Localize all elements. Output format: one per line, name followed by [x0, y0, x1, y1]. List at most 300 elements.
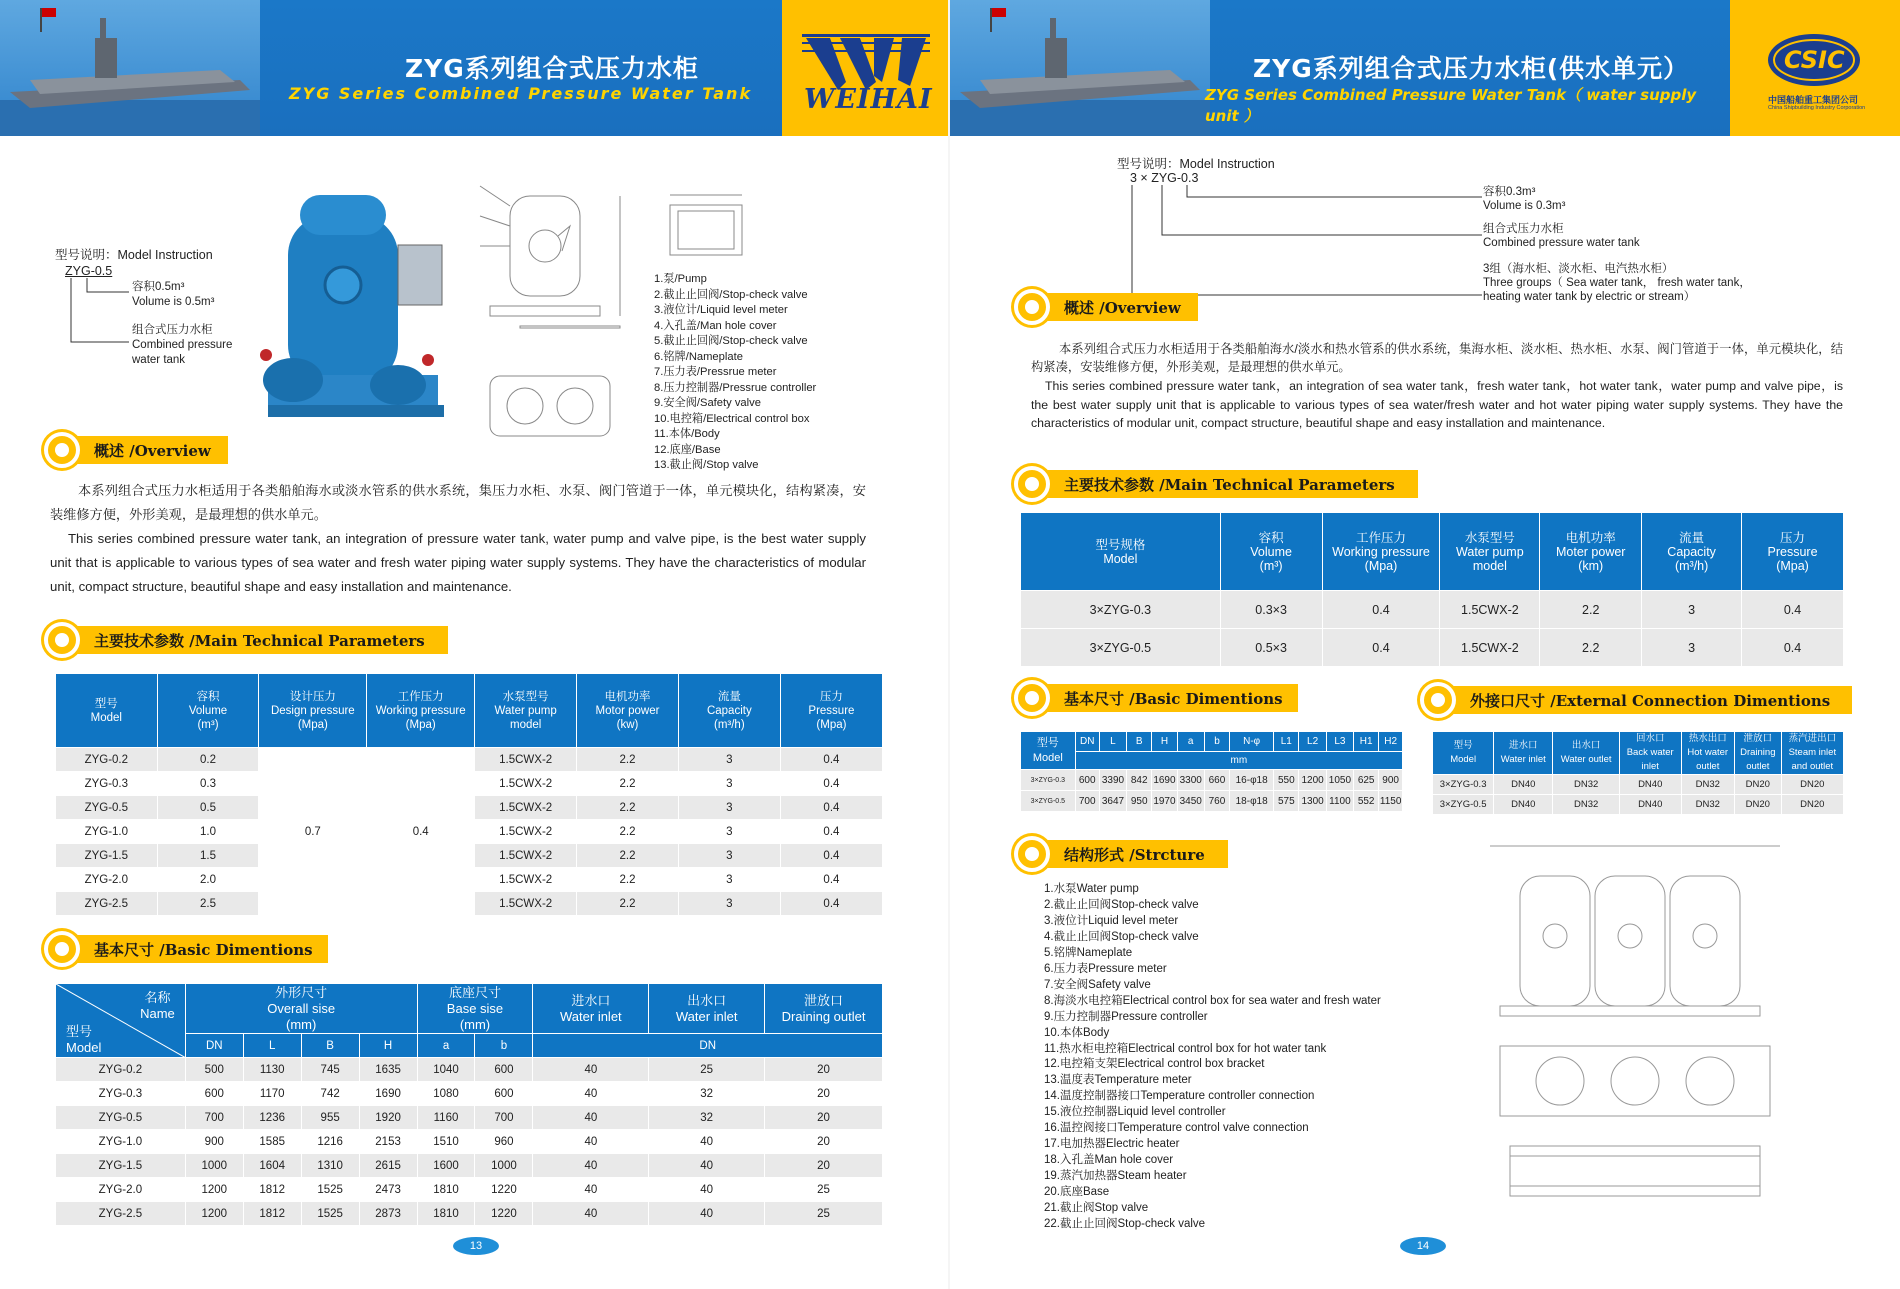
column-header	[1619, 732, 1681, 775]
table-cell: 40	[533, 1106, 649, 1130]
column-header: L1	[1274, 732, 1299, 752]
table-cell: 2.2	[577, 844, 679, 868]
header-line: Water pump	[1456, 544, 1524, 559]
header-line: Water outlet	[1560, 754, 1612, 765]
table-cell: 1216	[301, 1130, 359, 1154]
header-line: model	[1472, 558, 1507, 573]
table-cell: ZYG-0.5	[56, 1106, 186, 1130]
column-header	[1553, 732, 1620, 775]
left-banner	[0, 0, 782, 136]
table-cell: ZYG-2.5	[56, 1202, 186, 1226]
table-cell: 3×ZYG-0.5	[1021, 791, 1076, 812]
type-cn: 组合式压力水柜	[1483, 223, 1564, 235]
table-cell: 40	[533, 1058, 649, 1082]
header-line: Water pump	[494, 704, 557, 717]
table-cell: 40	[533, 1154, 649, 1178]
table-cell: 0.4	[1742, 629, 1844, 667]
section-title: 主要技术参数 /Main Technical Parameters	[94, 631, 425, 650]
table-cell: DN32	[1553, 795, 1620, 815]
table-cell: 0.4	[780, 868, 882, 892]
csic-name-en: China Shipbuilding Industry Corporation	[1768, 105, 1866, 111]
table-cell: 1604	[243, 1154, 301, 1178]
type-en-2: water tank	[132, 354, 186, 366]
table-row	[56, 1106, 883, 1130]
name-model-header	[56, 984, 186, 1058]
column-header: N-φ	[1230, 732, 1274, 752]
section-title: 概述 /Overview	[94, 441, 211, 460]
header-line: 回水口	[1635, 733, 1665, 744]
model-cn: 型号	[66, 1024, 93, 1039]
table-cell: 0.3	[157, 772, 259, 796]
structure-item: 10.本体Body	[1044, 1026, 1110, 1039]
column-header: H1	[1354, 732, 1379, 752]
part-item: 13.截止阀/Stop valve	[654, 459, 759, 471]
column-header	[1540, 513, 1642, 591]
type-en-1: Combined pressure	[132, 339, 233, 351]
table-cell: 700	[1075, 791, 1099, 812]
table-cell: 16-φ18	[1230, 770, 1274, 791]
table-cell: 1000	[475, 1154, 533, 1178]
structure-item: 18.入孔盖Man hole cover	[1044, 1154, 1174, 1167]
structure-item: 15.液位控制器Liquid level controller	[1044, 1106, 1226, 1119]
table-cell: 1160	[417, 1106, 475, 1130]
section-title: 外接口尺寸 /External Connection Dimentions	[1470, 691, 1831, 710]
header-line: 电机功率	[604, 690, 651, 703]
table-cell: 3×ZYG-0.5	[1021, 629, 1221, 667]
sub-b2: b	[475, 1034, 533, 1058]
header-line: inlet	[1641, 761, 1659, 772]
header-line: Motor power	[595, 704, 660, 717]
table-cell: 1.5CWX-2	[475, 796, 577, 820]
table-cell: 745	[301, 1058, 359, 1082]
table-cell: 552	[1354, 791, 1379, 812]
part-item: 4.入孔盖/Man hole cover	[654, 319, 777, 332]
table-cell: 0.4	[780, 796, 882, 820]
header-line: (Mpa)	[1364, 558, 1398, 573]
table-cell: 0.5	[157, 796, 259, 820]
table-cell: 3450	[1177, 791, 1204, 812]
table-cell: ZYG-1.0	[56, 1130, 186, 1154]
table-row	[1021, 591, 1844, 629]
table-cell: 1810	[417, 1178, 475, 1202]
part-item: 7.压力表/Pressrue meter	[654, 366, 777, 378]
table-cell: 1.5CWX-2	[1440, 591, 1540, 629]
inlet-header	[533, 984, 649, 1034]
header-line: (Mpa)	[816, 718, 847, 731]
header-line: 电机功率	[1565, 530, 1616, 545]
weihai-logo	[782, 0, 950, 136]
h-en: Draining outlet	[781, 1008, 866, 1024]
table-cell: DN40	[1619, 795, 1681, 815]
header-line: Model	[1103, 551, 1138, 566]
column-header	[1734, 732, 1781, 775]
structure-item: 17.电加热器Electric heater	[1044, 1138, 1180, 1151]
part-item: 11.本体/Body	[654, 428, 720, 440]
column-header: DN	[1075, 732, 1099, 752]
table-cell: 2615	[359, 1154, 417, 1178]
table-cell: ZYG-0.3	[56, 772, 158, 796]
table-cell: 40	[649, 1154, 765, 1178]
table-cell: ZYG-2.0	[56, 868, 158, 892]
table-cell: 3	[678, 772, 780, 796]
table-cell: 1200	[185, 1178, 243, 1202]
table-row	[56, 1178, 883, 1202]
table-cell: 20	[765, 1058, 883, 1082]
table-cell: DN40	[1494, 775, 1553, 795]
column-header	[367, 674, 475, 748]
column-header	[1742, 513, 1844, 591]
table-cell: 3	[678, 844, 780, 868]
table-cell: 1220	[475, 1178, 533, 1202]
table-cell: 600	[185, 1082, 243, 1106]
ship-photo	[0, 0, 260, 136]
model-leader-lines	[1117, 185, 1487, 305]
h-unit: (mm)	[286, 1016, 317, 1032]
header-line: Design pressure	[270, 704, 355, 717]
table-cell: DN20	[1781, 795, 1843, 815]
header-line: and outlet	[1791, 761, 1834, 772]
model-leader-lines	[55, 278, 135, 348]
column-header	[56, 674, 158, 748]
table-cell: 0.4	[780, 748, 882, 772]
sub-a: a	[417, 1034, 475, 1058]
banner-subtitle: ZYG Series Combined Pressure Water Tank（ water supply unit ）	[1205, 86, 1697, 125]
structure-item: 9.压力控制器Pressure controller	[1044, 1010, 1208, 1023]
sun-bullet-icon	[44, 432, 80, 468]
h-unit: (mm)	[459, 1016, 491, 1032]
table-cell: 1920	[359, 1106, 417, 1130]
table-cell: 2153	[359, 1130, 417, 1154]
header-line: 出水口	[1571, 740, 1601, 751]
table-cell: 2.2	[577, 796, 679, 820]
structure-item: 13.温度表Temperature meter	[1044, 1074, 1192, 1087]
header-line: Volume	[1250, 544, 1292, 559]
sun-bullet-icon	[1014, 289, 1050, 325]
column-header	[1681, 732, 1734, 775]
table-cell: 1310	[301, 1154, 359, 1178]
h-cn: 进水口	[571, 992, 611, 1008]
structure-item: 5.铭牌Nameplate	[1044, 946, 1133, 959]
column-header: L	[1099, 732, 1126, 752]
table-cell: 3×ZYG-0.3	[1021, 770, 1076, 791]
table-cell: 40	[649, 1178, 765, 1202]
column-header: H	[1152, 732, 1177, 752]
table-cell: ZYG-2.5	[56, 892, 158, 916]
column-header: H2	[1379, 732, 1403, 752]
table-cell: 950	[1127, 791, 1152, 812]
ship-photo	[950, 0, 1210, 136]
section-header-external	[1436, 686, 1852, 714]
table-cell: 3390	[1099, 770, 1126, 791]
table-cell: 3	[678, 748, 780, 772]
model-instruction-label: 型号说明：Model Instruction	[55, 248, 213, 262]
column-header	[1433, 732, 1494, 775]
table-cell: DN32	[1553, 775, 1620, 795]
base-size-header	[417, 984, 533, 1034]
table-cell: 1236	[243, 1106, 301, 1130]
header-line: 型号	[1453, 740, 1473, 751]
table-cell: 742	[301, 1082, 359, 1106]
structure-item: 8.海淡水电控箱Electrical control box for sea water and fresh water	[1044, 994, 1381, 1007]
table-row	[56, 1202, 883, 1226]
csic-name-cn: 中国船舶重工集团公司	[1768, 95, 1859, 105]
table-cell: ZYG-1.5	[56, 844, 158, 868]
table-row	[1021, 791, 1403, 812]
column-header	[1781, 732, 1843, 775]
header-line: outlet	[1746, 761, 1770, 772]
table-cell: 1970	[1152, 791, 1177, 812]
table-row	[56, 1082, 883, 1106]
pump-technical-drawing	[470, 176, 645, 466]
aircraft-carrier-icon	[0, 0, 260, 136]
overview-en: This series combined pressure water tank, an integration of pressure water tank, water pump and valve pipe, is the best water supply unit that is applicable to various types of sea water and fresh water piping water supply systems. They have the characteristics of modular unit, compact structure, beautiful shape and easy installation and maintenance.	[50, 531, 866, 594]
table-cell: 1080	[417, 1082, 475, 1106]
table-row	[1433, 775, 1844, 795]
weihai-logo-text: WEIHAI	[804, 84, 933, 115]
column-header	[678, 674, 780, 748]
table-cell: 1170	[243, 1082, 301, 1106]
header-line: 压力	[1780, 530, 1806, 545]
header-line: 蒸汽进出口	[1788, 733, 1837, 744]
table-cell: 2873	[359, 1202, 417, 1226]
header-line: Model	[90, 711, 122, 724]
column-header	[577, 674, 679, 748]
section-header-structure	[1030, 840, 1228, 868]
table-cell: 700	[185, 1106, 243, 1130]
model-code: 3 × ZYG-0.3	[1130, 171, 1199, 185]
table-cell: 600	[475, 1058, 533, 1082]
table-cell: DN32	[1681, 795, 1734, 815]
part-item: 9.安全阀/Safety valve	[654, 397, 761, 409]
table-cell: 2.5	[157, 892, 259, 916]
table-cell: 1040	[417, 1058, 475, 1082]
header-line: 流量	[1679, 530, 1705, 545]
banner-subtitle: ZYG Series Combined Pressure Water Tank	[289, 84, 753, 103]
column-header	[259, 674, 367, 748]
aircraft-carrier-icon	[950, 0, 1210, 136]
table-cell: 40	[649, 1130, 765, 1154]
header-line: outlet	[1696, 761, 1720, 772]
table-cell: DN40	[1619, 775, 1681, 795]
right-banner	[950, 0, 1730, 136]
model-code: ZYG-0.5	[65, 264, 113, 278]
table-cell: 1690	[1152, 770, 1177, 791]
table-cell: 1812	[243, 1202, 301, 1226]
table-cell: 2.2	[577, 868, 679, 892]
table-cell: 0.5×3	[1220, 629, 1322, 667]
column-header	[1642, 513, 1742, 591]
section-header-dims	[60, 935, 328, 963]
table-cell: 3647	[1099, 791, 1126, 812]
table-cell: 0.4	[780, 844, 882, 868]
column-header	[1220, 513, 1322, 591]
table-cell: 0.4	[780, 820, 882, 844]
table-cell: 32	[649, 1106, 765, 1130]
structure-technical-drawing	[1480, 836, 1820, 1216]
column-header	[475, 674, 577, 748]
part-item: 5.截止止回阀/Stop-check valve	[654, 335, 808, 347]
table-cell: 1585	[243, 1130, 301, 1154]
table-cell: 1510	[417, 1130, 475, 1154]
table-row	[56, 1130, 883, 1154]
table-cell: 3×ZYG-0.3	[1433, 775, 1494, 795]
header-line: Capacity	[1667, 544, 1716, 559]
table-cell: 3	[678, 796, 780, 820]
left-dims-table	[55, 983, 883, 1226]
table-cell: 2.2	[577, 820, 679, 844]
structure-item: 6.压力表Pressure meter	[1044, 962, 1167, 975]
table-cell: 1.5CWX-2	[475, 748, 577, 772]
header-line: Pressure	[1767, 544, 1818, 559]
table-cell: 1.0	[157, 820, 259, 844]
header-line: (m³)	[1259, 558, 1283, 573]
table-cell: 900	[185, 1130, 243, 1154]
header-line: Moter power	[1556, 544, 1626, 559]
sun-bullet-icon	[44, 931, 80, 967]
group-cn: 3组（海水柜、淡水柜、电汽热水柜）	[1483, 263, 1674, 275]
column-header: L3	[1326, 732, 1353, 752]
page-number-13: 13	[453, 1237, 499, 1255]
structure-item: 7.安全阀Safety valve	[1044, 978, 1151, 991]
table-cell: 25	[765, 1178, 883, 1202]
header-line: Volume	[188, 704, 228, 717]
table-cell: DN32	[1681, 775, 1734, 795]
table-cell: 0.4	[780, 892, 882, 916]
sub-b: B	[301, 1034, 359, 1058]
sub-dn: DN	[185, 1034, 243, 1058]
drain-header	[765, 984, 883, 1034]
header-line: (Mpa)	[1776, 558, 1809, 573]
model-en: Model	[66, 1040, 102, 1055]
structure-item: 14.温度控制器接口Temperature controller connection	[1044, 1090, 1315, 1103]
table-cell: 1810	[417, 1202, 475, 1226]
header-line: Steam inlet	[1788, 747, 1837, 758]
base-drawing	[660, 175, 752, 275]
table-cell: 1690	[359, 1082, 417, 1106]
sub-dn2: DN	[533, 1034, 883, 1058]
table-cell: 500	[185, 1058, 243, 1082]
header-line: (Mpa)	[405, 718, 436, 731]
table-cell: ZYG-0.5	[56, 796, 158, 820]
sub-l: L	[243, 1034, 301, 1058]
right-params-table	[1020, 512, 1844, 667]
table-cell: 600	[475, 1082, 533, 1106]
volume-cn: 容积0.5m³	[132, 281, 185, 293]
structure-item: 19.蒸汽加热器Steam heater	[1044, 1170, 1187, 1183]
table-row	[56, 1154, 883, 1178]
table-cell: 960	[475, 1130, 533, 1154]
header-line: 设计压力	[289, 690, 336, 703]
table-cell: 1.5CWX-2	[1440, 629, 1540, 667]
column-header	[1322, 513, 1440, 591]
header-line: 水泵型号	[1464, 530, 1515, 545]
header-line: Capacity	[706, 704, 752, 717]
table-cell: 40	[533, 1178, 649, 1202]
table-cell: 1050	[1326, 770, 1353, 791]
table-cell: 2.2	[1540, 629, 1642, 667]
table-cell: 1300	[1299, 791, 1326, 812]
part-item: 8.压力控制器/Pressrue controller	[654, 381, 817, 394]
header-line: (Mpa)	[297, 718, 328, 731]
table-cell: 2.2	[577, 748, 679, 772]
structure-item: 4.截止止回阀Stop-check valve	[1044, 930, 1199, 943]
header-line: (m³/h)	[1674, 558, 1709, 573]
header-line: 热水出口	[1688, 733, 1727, 744]
header-line: model	[510, 718, 542, 731]
header-line: Working pressure	[1332, 544, 1430, 559]
structure-item: 12.电控箱支架Electrical control box bracket	[1044, 1058, 1265, 1071]
part-item: 2.截止止回阀/Stop-check valve	[654, 288, 808, 301]
table-cell: 1525	[301, 1202, 359, 1226]
table-cell: 0.3×3	[1220, 591, 1322, 629]
sun-bullet-icon	[1014, 466, 1050, 502]
table-cell: 625	[1354, 770, 1379, 791]
header-line: 进水口	[1509, 740, 1538, 751]
header-line: 水泵型号	[502, 690, 549, 703]
parts-list	[654, 272, 816, 474]
table-cell: 3300	[1177, 770, 1204, 791]
table-cell: 20	[765, 1082, 883, 1106]
table-cell: 3	[678, 820, 780, 844]
right-dims-table	[1020, 731, 1403, 812]
volume-en: Volume is 0.3m³	[1483, 200, 1566, 212]
part-item: 3.液位计/Liquid level meter	[654, 304, 788, 316]
table-cell: ZYG-0.2	[56, 1058, 186, 1082]
sun-bullet-icon	[1014, 836, 1050, 872]
h-en: Overall sise	[267, 1000, 336, 1016]
table-cell: 1.5CWX-2	[475, 892, 577, 916]
column-header	[1021, 513, 1221, 591]
table-cell: 1525	[301, 1178, 359, 1202]
table-cell: 1200	[185, 1202, 243, 1226]
table-cell: 1635	[359, 1058, 417, 1082]
table-cell: ZYG-2.0	[56, 1178, 186, 1202]
type-en: Combined pressure water tank	[1483, 237, 1640, 249]
table-cell: 1100	[1326, 791, 1353, 812]
table-cell: 0.4	[1322, 629, 1440, 667]
header-line: 工作压力	[397, 690, 444, 703]
table-cell: 600	[1075, 770, 1099, 791]
table-cell: 900	[1379, 770, 1403, 791]
table-cell: DN40	[1494, 795, 1553, 815]
table-cell: 25	[649, 1058, 765, 1082]
h-cn: 型号	[1036, 736, 1059, 749]
table-cell: 1600	[417, 1154, 475, 1178]
sun-bullet-icon	[44, 622, 80, 658]
unit-header: mm	[1075, 752, 1402, 770]
volume-en: Volume is 0.5m³	[132, 296, 215, 308]
structure-item: 20.底座Base	[1044, 1186, 1110, 1199]
banner-title: ZYG系列组合式压力水柜	[405, 54, 699, 83]
table-cell: 40	[533, 1082, 649, 1106]
h-cn: 泄放口	[804, 992, 844, 1008]
section-title: 概述 /Overview	[1064, 298, 1181, 317]
table-row	[56, 1058, 883, 1082]
table-cell: 0.4	[1322, 591, 1440, 629]
working-pressure-cell: 0.4	[367, 748, 475, 916]
table-cell: 1.5CWX-2	[475, 820, 577, 844]
column-header	[1440, 513, 1540, 591]
section-header-overview	[1030, 293, 1198, 321]
table-cell: 1.5CWX-2	[475, 868, 577, 892]
table-cell: 575	[1274, 791, 1299, 812]
h-cn: 出水口	[687, 992, 727, 1008]
sun-bullet-icon	[1014, 680, 1050, 716]
table-cell: 3×ZYG-0.3	[1021, 591, 1221, 629]
table-cell: 1150	[1379, 791, 1403, 812]
table-cell: 2473	[359, 1178, 417, 1202]
header-line: 型号	[94, 697, 118, 710]
